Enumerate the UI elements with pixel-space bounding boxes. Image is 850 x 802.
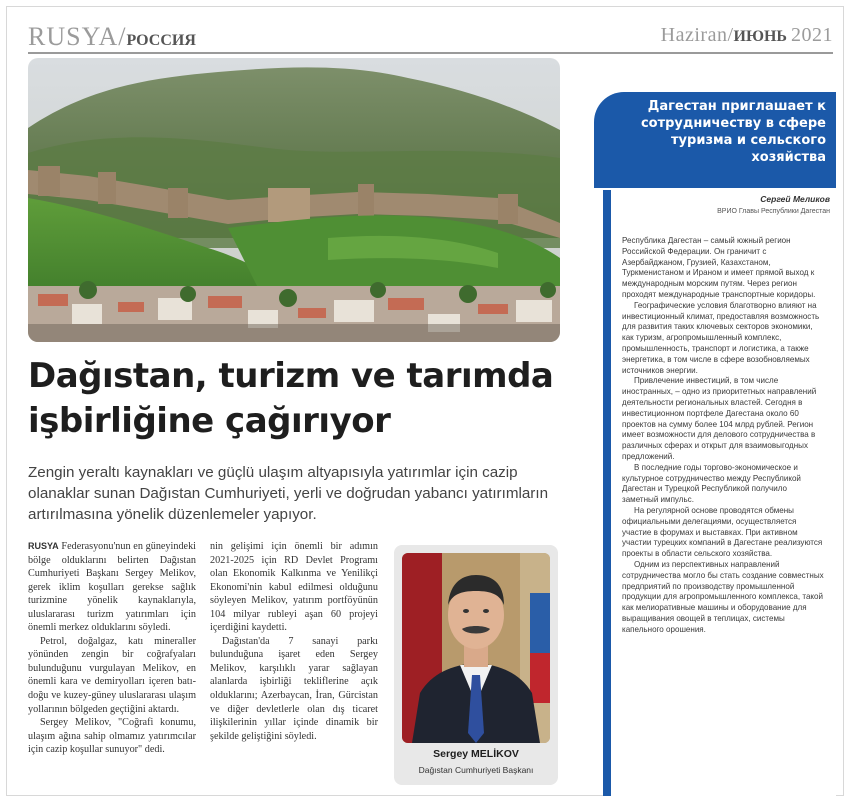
sidebar-title: Дагестан приглашает к сотрудничеству в сфере туризма и сельского хозяйства xyxy=(640,99,826,165)
article-column-1 xyxy=(28,540,196,792)
page-header xyxy=(28,22,833,50)
sidebar-paragraph: Географические условия благотворно влияют на инвестиционный климат, предоставляя возможность для развития таких ключевых секторов экономики, как туризм, агропромышленный комплекс, промышленность, транспорт и логистика, а также энергетика, в том числе в сфере возобновляемых источников энергии. xyxy=(622,300,820,375)
col2-paragraph-2: Dağıstan'da 7 sanayi parkı bulunduğuna işaret eden Sergey Melikov, karşılıklı yarar sağlayan alanlarda işbirliği tekliflerine açık olduklarını; Azerbaycan, İran, Gürcistan ve diğer devletlerle olan dış ticaret ilişkilerinin yıllar içinde dinamik bir şekilde geliştiğini söyledi. xyxy=(210,635,378,742)
col1-paragraph-3: Sergey Melikov, "Coğrafi konumu, ulaşım ağına sahip olmamız yatırımcılar için cazip koşullar sunuyor" dedi. xyxy=(28,717,196,756)
portrait-title: Dağıstan Cumhuriyeti Başkanı xyxy=(418,765,534,775)
author-name: Сергей Меликов xyxy=(760,194,830,204)
sidebar-author xyxy=(620,194,830,217)
sidebar-paragraph: Республика Дагестан – самый южный регион Российской Федерации. Он граничит с Азербайджаном, Грузией, Казахстаном, Туркменистаном и Ираном и имеет прямой выход к международным морским путям. Через регион проходят международные транспортные коридоры. xyxy=(622,236,816,299)
article-kicker: RUSYA xyxy=(28,541,59,551)
section-separator: / xyxy=(118,22,127,51)
issue-date xyxy=(661,24,833,47)
headline-line-1: Dağıstan, turizm ve tarımda xyxy=(28,356,554,396)
sidebar-body xyxy=(622,236,825,792)
portrait-name: Sergey MELİKOV xyxy=(433,748,519,760)
date-year: 2021 xyxy=(791,24,833,46)
date-month-cyrillic: ИЮНЬ xyxy=(733,28,787,45)
sidebar-paragraph: Привлечение инвестиций, в том числе иностранных, – одно из приоритетных направлений деятельности региональных властей. Сегодня в инвестиционном портфеле Дагестана около 60 проектов на сумму более 104 млрд рублей. Регион имеет возможности для делового сотрудничества в различных сферах и открыт для взаимовыгодных предложений. xyxy=(622,376,817,461)
section-cyrillic: РОССИЯ xyxy=(126,32,196,49)
sidebar-paragraph: Одним из перспективных направлений сотрудничества могло бы стать создание совместных предприятий по производству промышленной продукции для агропромышленного комплекса, такой как мелиоративные машины и оборудование для выращивания овощей в теплицах, системы капельного орошения. xyxy=(622,559,824,634)
headline-line-2: işbirliğine çağırıyor xyxy=(28,401,391,441)
col2-paragraph-1: nin gelişimi için önemli bir adımın 2021-2025 için RD Devlet Programı olan Ekonomik Kalkınma ve Yenilikçi Ekonomi'nin kabul edilmesi olduğunu söyleyen Melikov, yatırım portföyünün 104 milyar rubleyi aşan 60 projeyi içerdiğini kaydetti. xyxy=(210,541,378,634)
col1-paragraph-1-text: Federasyonu'nun en güneyindeki bölge olduklarını belirten Dağıstan Cumhuriyeti Başkanı Sergey Melikov, gerek iklim koşulları gerekse sağlık turizmine yönelik kaynaklarıyla, uluslararası turizm yatırımları için önemli merkez olduklarını söyledi. xyxy=(28,541,196,634)
body-paragraph xyxy=(28,540,196,635)
portrait-photo xyxy=(402,553,550,743)
author-role: ВРИО Главы Республики Дагестан xyxy=(717,208,830,215)
date-separator: / xyxy=(727,24,734,46)
date-month-latin: Haziran xyxy=(660,24,728,46)
col1-paragraph-2: Petrol, doğalgaz, katı mineraller yönünden zengin bir coğrafyaları bulunduğunu vurgulayan Melikov, en önemli kara ve demiryolları içeren batı-doğu ve kuzey-güney uluslararası ulaşım yollarının bölgeden geçtiğini aktardı. xyxy=(28,635,196,715)
sidebar-paragraph: На регулярной основе проводятся обмены официальными делегациями, осуществляется участие в форумах и выставках. При активном участии турецких компаний в Дагестане реализуются проекты в области сельского хозяйства. xyxy=(622,505,823,559)
fortress-landscape-photo xyxy=(28,58,560,342)
portrait-card xyxy=(394,545,558,785)
sidebar-paragraph: В последние годы торгово-экономическое и культурное сотрудничество между Республикой Дагестан и Турецкой Республикой получило заметный импульс. xyxy=(622,462,801,505)
article-lead: Zengin yeraltı kaynakları ve güçlü ulaşım altyapısıyla yatırımlar için cazip olanaklar sunan Dağıstan Cumhuriyeti, yerli ve doğrudan yabancı yatırımların artırılmasına yönelik düzenlemeler yapıyor. xyxy=(28,464,549,523)
section-latin: RUSYA xyxy=(28,22,119,51)
article-headline xyxy=(28,354,588,444)
header-rule xyxy=(28,52,833,54)
section-label xyxy=(28,22,196,52)
article-column-2 xyxy=(210,540,378,792)
